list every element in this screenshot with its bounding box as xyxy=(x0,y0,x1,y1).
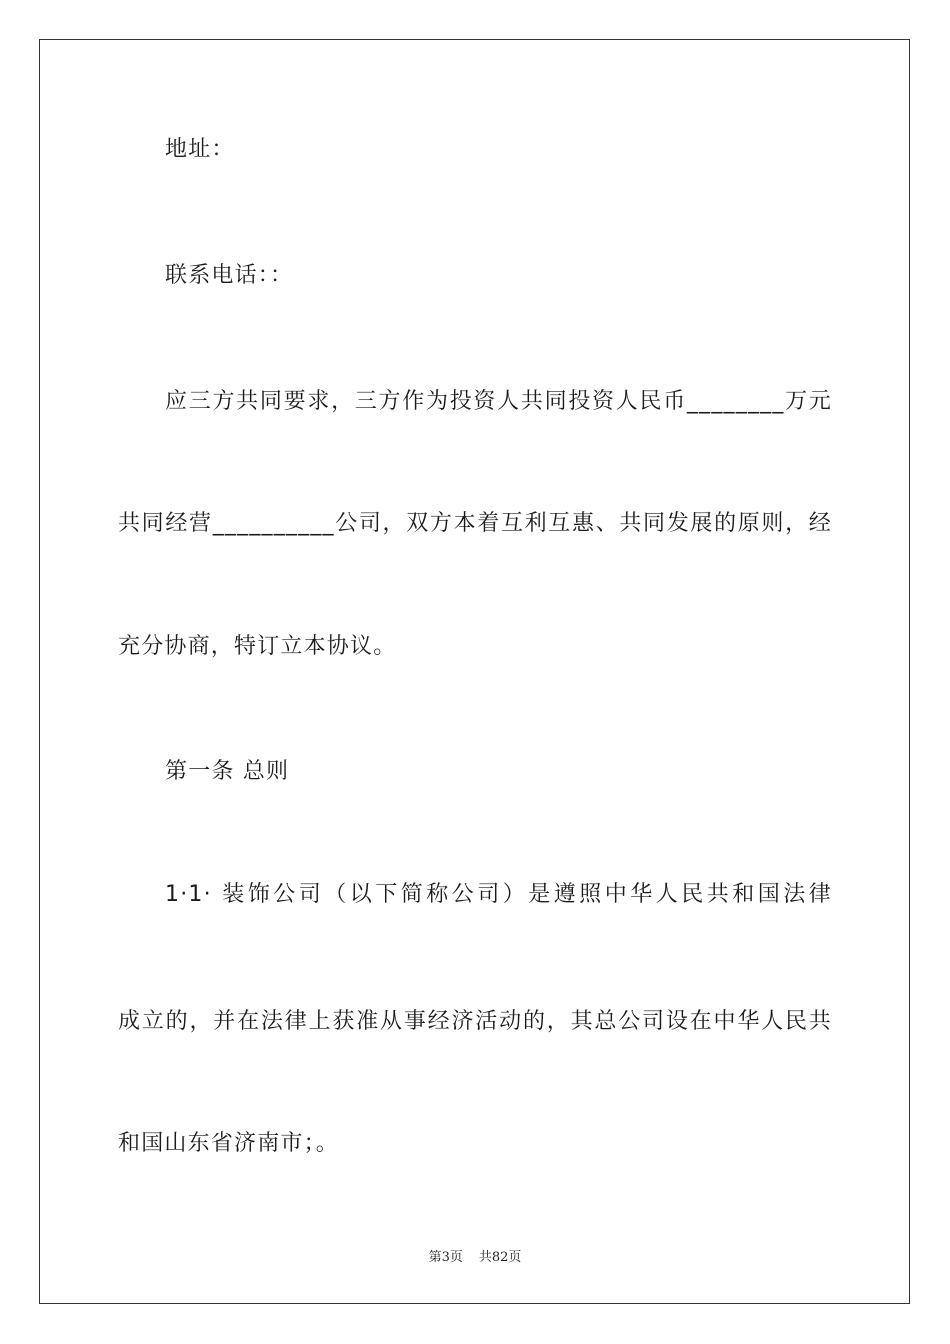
clause-line-3: 和国山东省济南市；。 xyxy=(118,1131,340,1156)
page-footer xyxy=(0,1246,950,1265)
page-number: 第3页 xyxy=(428,1250,463,1265)
section-heading: 第一条 总则 xyxy=(165,759,290,784)
clause-line-1: 1·1· 装饰公司（以下简称公司）是遵照中华人民共和国法律 xyxy=(165,882,832,907)
page-border xyxy=(39,39,910,1304)
paragraph-line-3: 充分协商，特订立本协议。 xyxy=(118,634,397,659)
paragraph-line-1: 应三方共同要求，三方作为投资人共同投资人民币________万元 xyxy=(165,389,832,414)
address-line: 地址： xyxy=(165,137,235,162)
phone-line: 联系电话：： xyxy=(165,263,294,288)
paragraph-line-2: 共同经营__________公司，双方本着互利互惠、共同发展的原则，经 xyxy=(118,511,832,536)
clause-line-2: 成立的，并在法律上获准从事经济活动的，其总公司设在中华人民共 xyxy=(118,1009,832,1034)
page-total: 共82页 xyxy=(478,1250,522,1265)
